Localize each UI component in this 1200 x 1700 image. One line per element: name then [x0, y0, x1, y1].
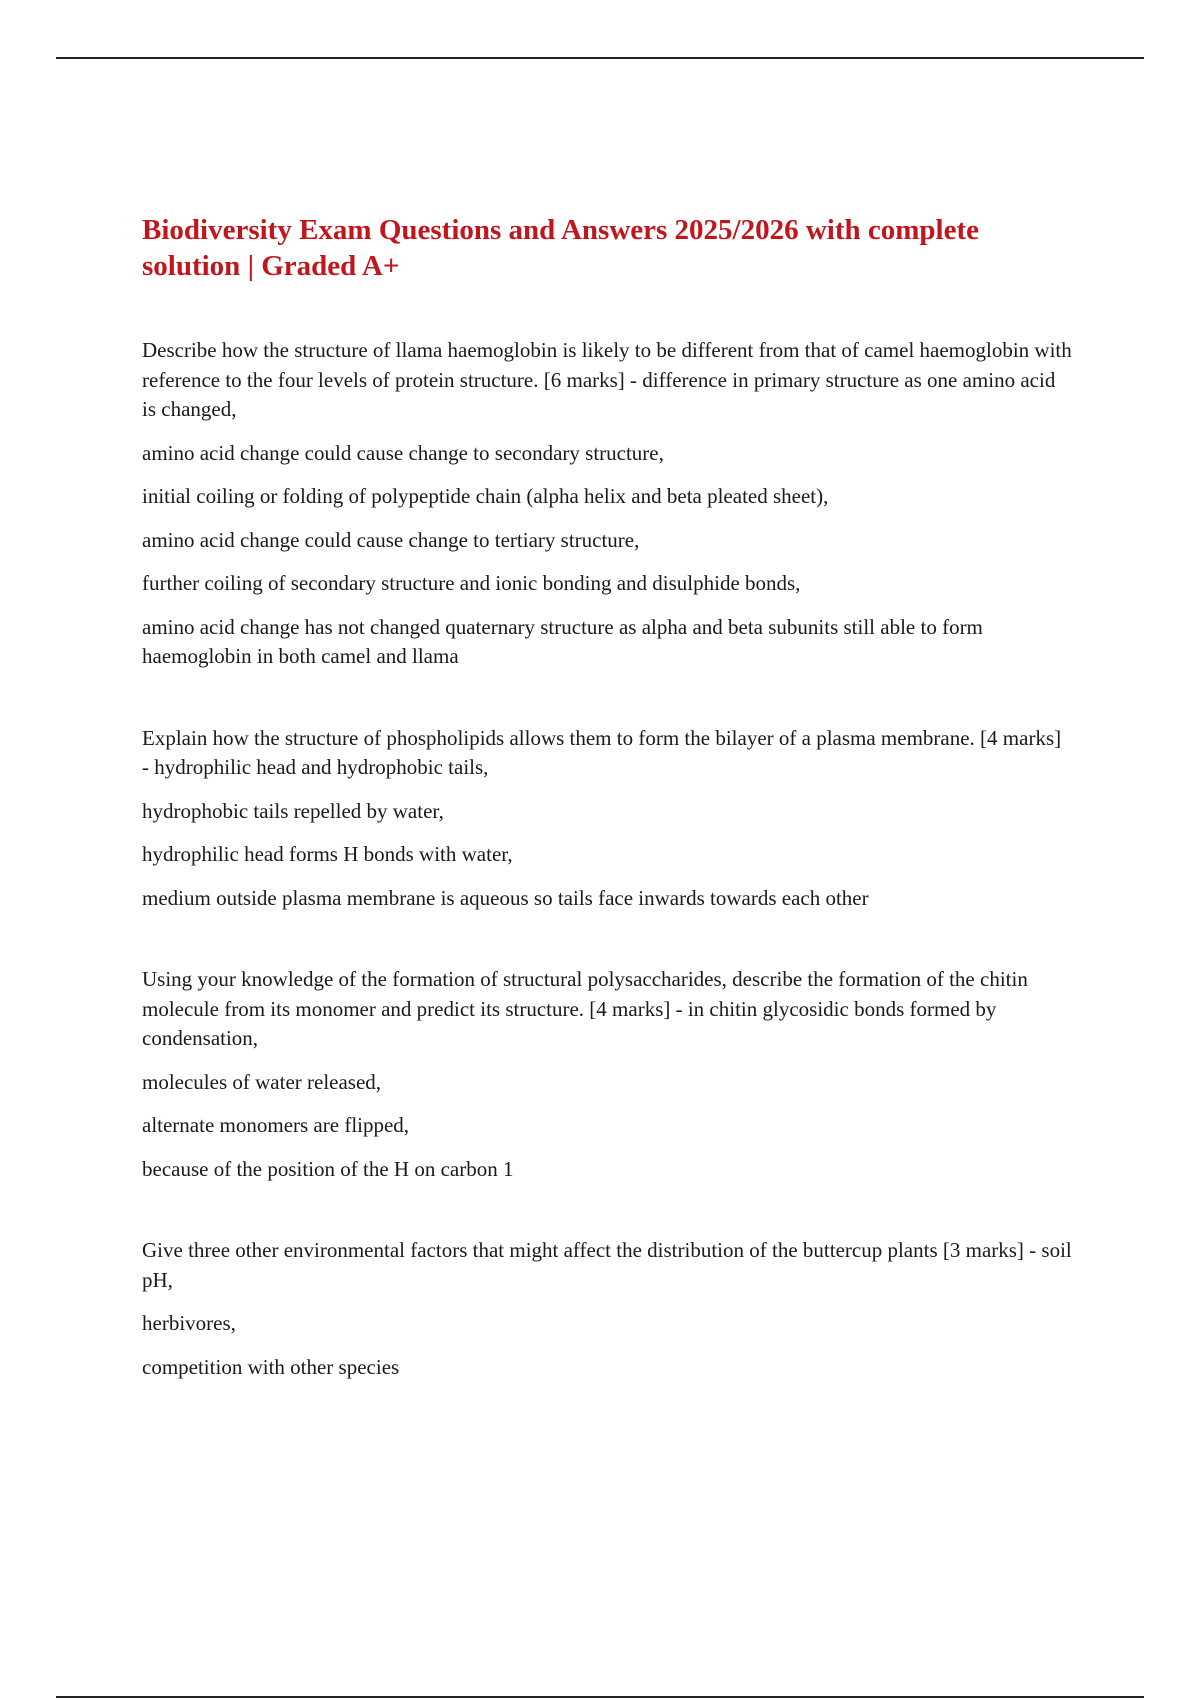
answer-point: molecules of water released,	[142, 1069, 382, 1094]
question-paragraph: Give three other environmental factors that might affect the distribution of the buttercup plants [3 marks] - soil pH,	[142, 1238, 1072, 1292]
document-title: Biodiversity Exam Questions and Answers 2025/2026 with complete solution | Graded A+	[142, 214, 979, 282]
header-rule	[56, 57, 1144, 59]
qa-block-phospholipids	[142, 724, 1072, 914]
answer-point: hydrophobic tails repelled by water,	[142, 798, 444, 823]
answer-point: hydrophilic head forms H bonds with water,	[142, 842, 513, 866]
answer-point: competition with other species	[142, 1354, 400, 1379]
footer-rule	[56, 1696, 1144, 1698]
answer-point: initial coiling or folding of polypeptide chain (alpha helix and beta pleated sheet),	[142, 484, 829, 508]
answer-point: medium outside plasma membrane is aqueous so tails face inwards towards each other	[142, 885, 869, 910]
document-body	[142, 212, 1072, 1382]
question-paragraph: Explain how the structure of phospholipids allows them to form the bilayer of a plasma membrane. [4 marks] - hydrophilic head and hydrophobic tails,	[142, 725, 1062, 779]
qa-block-buttercup	[142, 1236, 1072, 1382]
answer-point: further coiling of secondary structure and ionic bonding and disulphide bonds,	[142, 571, 801, 595]
answer-point: amino acid change could cause change to tertiary structure,	[142, 527, 640, 552]
answer-point: because of the position of the H on carbon 1	[142, 1156, 514, 1181]
qa-block-chitin	[142, 965, 1072, 1184]
qa-block-haemoglobin	[142, 336, 1072, 672]
answer-point: alternate monomers are flipped,	[142, 1113, 410, 1137]
question-paragraph: Using your knowledge of the formation of structural polysaccharides, describe the formation of the chitin molecule from its monomer and predict its structure. [4 marks] - in chitin glycosidic bonds formed by condensation,	[142, 967, 1028, 1050]
question-paragraph: Describe how the structure of llama haemoglobin is likely to be different from that of camel haemoglobin with reference to the four levels of protein structure. [6 marks] - difference in primary structure as one amino acid is changed,	[142, 338, 1072, 421]
answer-point: amino acid change has not changed quaternary structure as alpha and beta subunits still able to form haemoglobin in both camel and llama	[142, 614, 983, 668]
qa-list	[142, 336, 1072, 1382]
answer-point: amino acid change could cause change to secondary structure,	[142, 440, 664, 465]
answer-point: herbivores,	[142, 1311, 236, 1335]
